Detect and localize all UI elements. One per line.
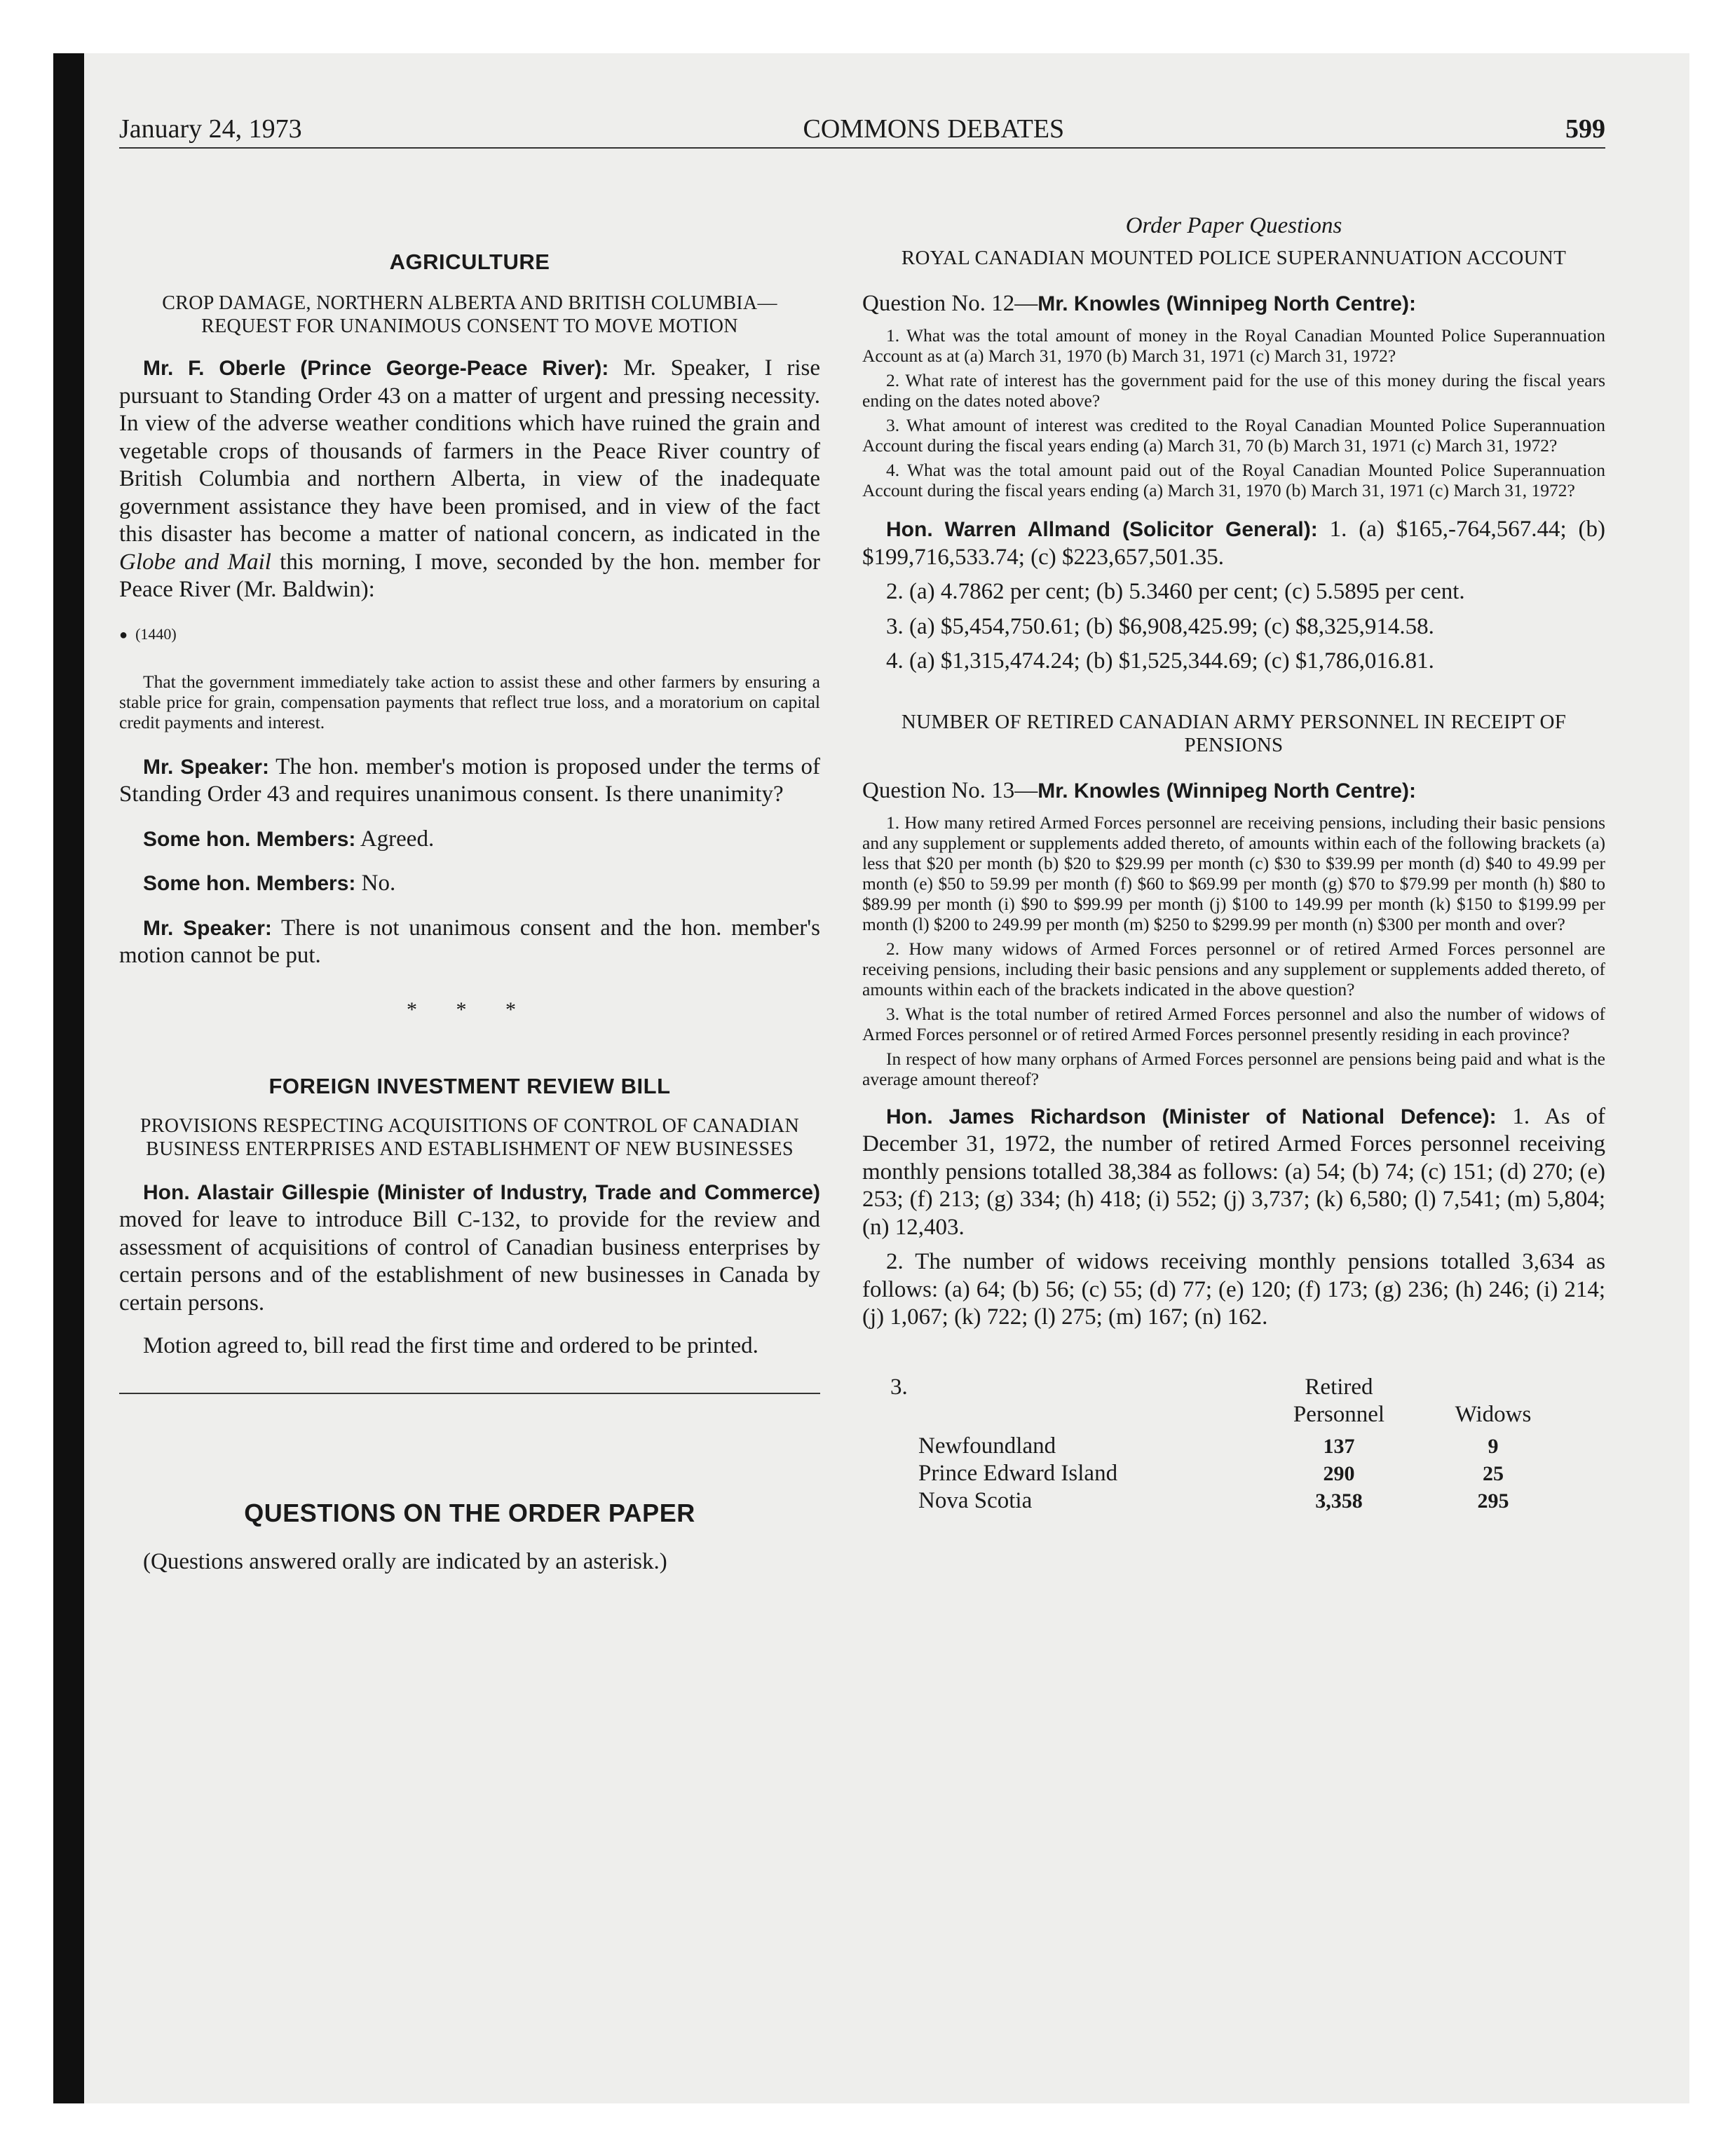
widows-cell: 295	[1477, 1489, 1509, 1513]
table-row	[890, 1460, 1563, 1487]
gillespie-text: moved for leave to introduce Bill C-132, to provide for the review and assessment of acquisitions of control of Canadian business enterprises by certain persons and of the establishment of new businesses in Canada by certain persons.	[119, 1207, 820, 1316]
scan-binding-edge	[53, 53, 84, 2103]
richardson-answer: 2. The number of widows receiving monthly pensions totalled 3,634 as follows: (a) 64; (b) 56; (c) 55; (d) 77; (e) 120; (f) 173; (g) 236; (h) 246; (i) 214; (j) 1,067; (k) 722; (l) 275; (m) 167; (n) 162.	[862, 1249, 1605, 1330]
q12-item: 1. What was the total amount of money in the Royal Canadian Mounted Police Superannuation Account as at (a) March 31, 1970 (b) March 31, 1971 (c) March 31, 1972?	[862, 325, 1605, 366]
q12-label: Question No. 12—	[862, 291, 1038, 316]
bullet-icon: ●	[119, 627, 128, 643]
header-retired-line2: Personnel	[1293, 1401, 1385, 1427]
members2-name: Some hon. Members:	[143, 872, 356, 895]
speaker1-paragraph	[119, 753, 820, 809]
speaker2-text: There is not unanimous consent and the hon. member's motion cannot be put.	[119, 915, 820, 968]
members1-text: Agreed.	[360, 826, 435, 852]
right-column	[862, 163, 1605, 1515]
table-row	[890, 1487, 1563, 1515]
section-separator: * * *	[407, 997, 533, 1021]
oberle-italic: Globe and Mail	[119, 549, 271, 575]
agriculture-subheading: CROP DAMAGE, NORTHERN ALBERTA AND BRITISH COLUMBIA—REQUEST FOR UNANIMOUS CONSENT TO MOVE MOTION	[162, 292, 777, 337]
time-mark-text: (1440)	[135, 625, 177, 643]
members1-paragraph	[119, 826, 820, 854]
members1-name: Some hon. Members:	[143, 827, 356, 851]
header-date: January 24, 1973	[119, 114, 302, 144]
q12-item: 3. What amount of interest was credited to the Royal Canadian Mounted Police Superannuation Account during the fiscal years ending (a) March 31, 70 (b) March 31, 1971 (c) March 31, 1972?	[862, 415, 1605, 456]
members2-text: No.	[361, 871, 396, 896]
q13-line	[862, 777, 1605, 805]
q13-item: In respect of how many orphans of Armed Forces personnel are pensions being paid and what is the average amount thereof?	[862, 1048, 1605, 1089]
richardson-paragraph	[862, 1103, 1605, 1242]
table-header-row	[890, 1374, 1563, 1428]
richardson-answer: 1. As of December 31, 1972, the number of retired Armed Forces personnel receiving monthly pensions totalled 38,384 as follows: (a) 54; (b) 74; (c) 151; (d) 270; (e) 253; (f) 213; (g) 334; (h) 418; (i) 552; (j) 3,737; (k) 6,580; (l) 7,541; (m) 5,804; (n) 12,403.	[862, 1103, 1606, 1240]
members2-paragraph	[119, 870, 820, 898]
q12-items	[862, 325, 1605, 500]
allmand-paragraph	[862, 516, 1605, 571]
widows-cell: 9	[1488, 1434, 1499, 1458]
q13-items	[862, 812, 1605, 1089]
allmand-name: Hon. Warren Allmand (Solicitor General):	[886, 518, 1318, 541]
rcmp-heading: ROYAL CANADIAN MOUNTED POLICE SUPERANNUATION ACCOUNT	[901, 247, 1567, 269]
questions-note: (Questions answered orally are indicated by an asterisk.)	[143, 1548, 667, 1574]
q13-asker: Mr. Knowles (Winnipeg North Centre):	[1037, 779, 1416, 803]
q12-item: 4. What was the total amount paid out of the Royal Canadian Mounted Police Superannuation Account during the fiscal years ending (a) March 31, 1970 (b) March 31, 1971 (c) March 31, 1972?	[862, 460, 1605, 500]
speaker1-text: The hon. member's motion is proposed under the terms of Standing Order 43 and requires unanimous consent. Is there unanimity?	[119, 753, 821, 807]
foreign-heading: FOREIGN INVESTMENT REVIEW BILL	[268, 1073, 671, 1098]
q13-item: 2. How many widows of Armed Forces personnel or of retired Armed Forces personnel are receiving pensions, including their basic pensions and any supplement or supplements added thereto, of amounts within each of the brackets indicated in the above question?	[862, 938, 1605, 999]
table-row	[890, 1428, 1563, 1460]
time-marker	[119, 625, 820, 643]
page-header	[119, 112, 1605, 149]
army-heading: NUMBER OF RETIRED CANADIAN ARMY PERSONNEL IN RECEIPT OF PENSIONS	[901, 710, 1567, 756]
oberle-speaker: Mr. F. Oberle (Prince George-Peace River):	[143, 357, 609, 380]
pension-table-block	[862, 1374, 1605, 1515]
province-cell: Prince Edward Island	[918, 1460, 1118, 1486]
gillespie-paragraph	[119, 1179, 820, 1318]
header-widows: Widows	[1455, 1401, 1532, 1427]
header-retired-line1: Retired	[1305, 1374, 1373, 1400]
q13-item: 1. How many retired Armed Forces personnel are receiving pensions, including their basic pensions and any supplement or supplements added thereto, of amounts within each of the following brackets (a) less that $20 per month (b) $20 to $29.99 per month (c) $30 to $39.99 per month (d) $40 to 49.99 per month (e) $50 to 59.99 per month (f) $60 to $69.99 per month (g) $70 to $79.99 per month (h) $80 to $89.99 per month (i) $90 to $99.99 per month (j) $100 to 149.99 per month (k) $150 to $199.99 per month (l) $200 to 249.99 per month (m) $250 to $299.99 per month (n) $300 per month and over?	[862, 812, 1605, 934]
section-rule	[119, 1393, 820, 1394]
speaker2-name: Mr. Speaker:	[143, 916, 272, 940]
header-title: COMMONS DEBATES	[803, 114, 1065, 144]
q12-line	[862, 289, 1605, 318]
speaker1-name: Mr. Speaker:	[143, 755, 269, 779]
pension-table	[890, 1374, 1563, 1515]
left-column	[119, 210, 820, 1576]
q12-item: 2. What rate of interest has the government paid for the use of this money during the fiscal years ending on the dates noted above?	[862, 370, 1605, 411]
page-number: 599	[1565, 114, 1605, 144]
q12-asker: Mr. Knowles (Winnipeg North Centre):	[1037, 292, 1416, 315]
order-paper-title: Order Paper Questions	[1125, 213, 1342, 238]
oberle-text-2: this morning, I move, seconded by the hon. member for Peace River (Mr. Baldwin):	[119, 549, 820, 602]
speaker2-paragraph	[119, 915, 820, 970]
province-cell: Nova Scotia	[918, 1487, 1033, 1513]
table-label: 3.	[890, 1374, 908, 1400]
retired-cell: 290	[1323, 1461, 1355, 1485]
retired-cell: 137	[1323, 1434, 1355, 1458]
richardson-name: Hon. James Richardson (Minister of National Defence):	[886, 1105, 1497, 1128]
widows-cell: 25	[1483, 1461, 1504, 1485]
retired-cell: 3,358	[1315, 1489, 1363, 1513]
motion-text: That the government immediately take action to assist these and other farmers by ensuring a stable price for grain, compensation payments that reflect true loss, and a moratorium on capital credit payments and interest.	[119, 671, 820, 732]
allmand-answer: 1. (a) $165,-764,567.44; (b) $199,716,533.74; (c) $223,657,501.35.	[862, 517, 1605, 570]
oberle-text-1: Mr. Speaker, I rise pursuant to Standing Order 43 on a matter of urgent and pressing necessity. In view of the adverse weather conditions which have ruined the grain and vegetable crops of thousands of farmers in the Peace River country of British Columbia and northern Alberta, in view of the inadequate government assistance they have been promised, and in view of the fact this disaster has become a matter of national concern, as indicated in the	[119, 355, 820, 547]
foreign-subheading: PROVISIONS RESPECTING ACQUISITIONS OF CONTROL OF CANADIAN BUSINESS ENTERPRISES AND ESTABLISHMENT OF NEW BUSINESSES	[140, 1114, 800, 1160]
q13-label: Question No. 13—	[862, 777, 1038, 803]
agriculture-heading: AGRICULTURE	[389, 250, 550, 274]
allmand-answer: 4. (a) $1,315,474.24; (b) $1,525,344.69; (c) $1,786,016.81.	[886, 648, 1434, 674]
motion-result: Motion agreed to, bill read the first time and ordered to be printed.	[143, 1333, 758, 1358]
oberle-paragraph	[119, 355, 820, 604]
allmand-answer: 3. (a) $5,454,750.61; (b) $6,908,425.99; (c) $8,325,914.58.	[886, 613, 1434, 639]
q13-item: 3. What is the total number of retired Armed Forces personnel and also the number of widows of Armed Forces personnel or of retired Armed Forces personnel presently residing in each province?	[862, 1003, 1605, 1044]
allmand-answer: 2. (a) 4.7862 per cent; (b) 5.3460 per cent; (c) 5.5895 per cent.	[886, 579, 1465, 604]
gillespie-name: Hon. Alastair Gillespie (Minister of Industry, Trade and Commerce)	[143, 1180, 820, 1204]
province-cell: Newfoundland	[918, 1433, 1056, 1459]
questions-heading: QUESTIONS ON THE ORDER PAPER	[244, 1498, 695, 1527]
header-retired	[1255, 1374, 1423, 1428]
